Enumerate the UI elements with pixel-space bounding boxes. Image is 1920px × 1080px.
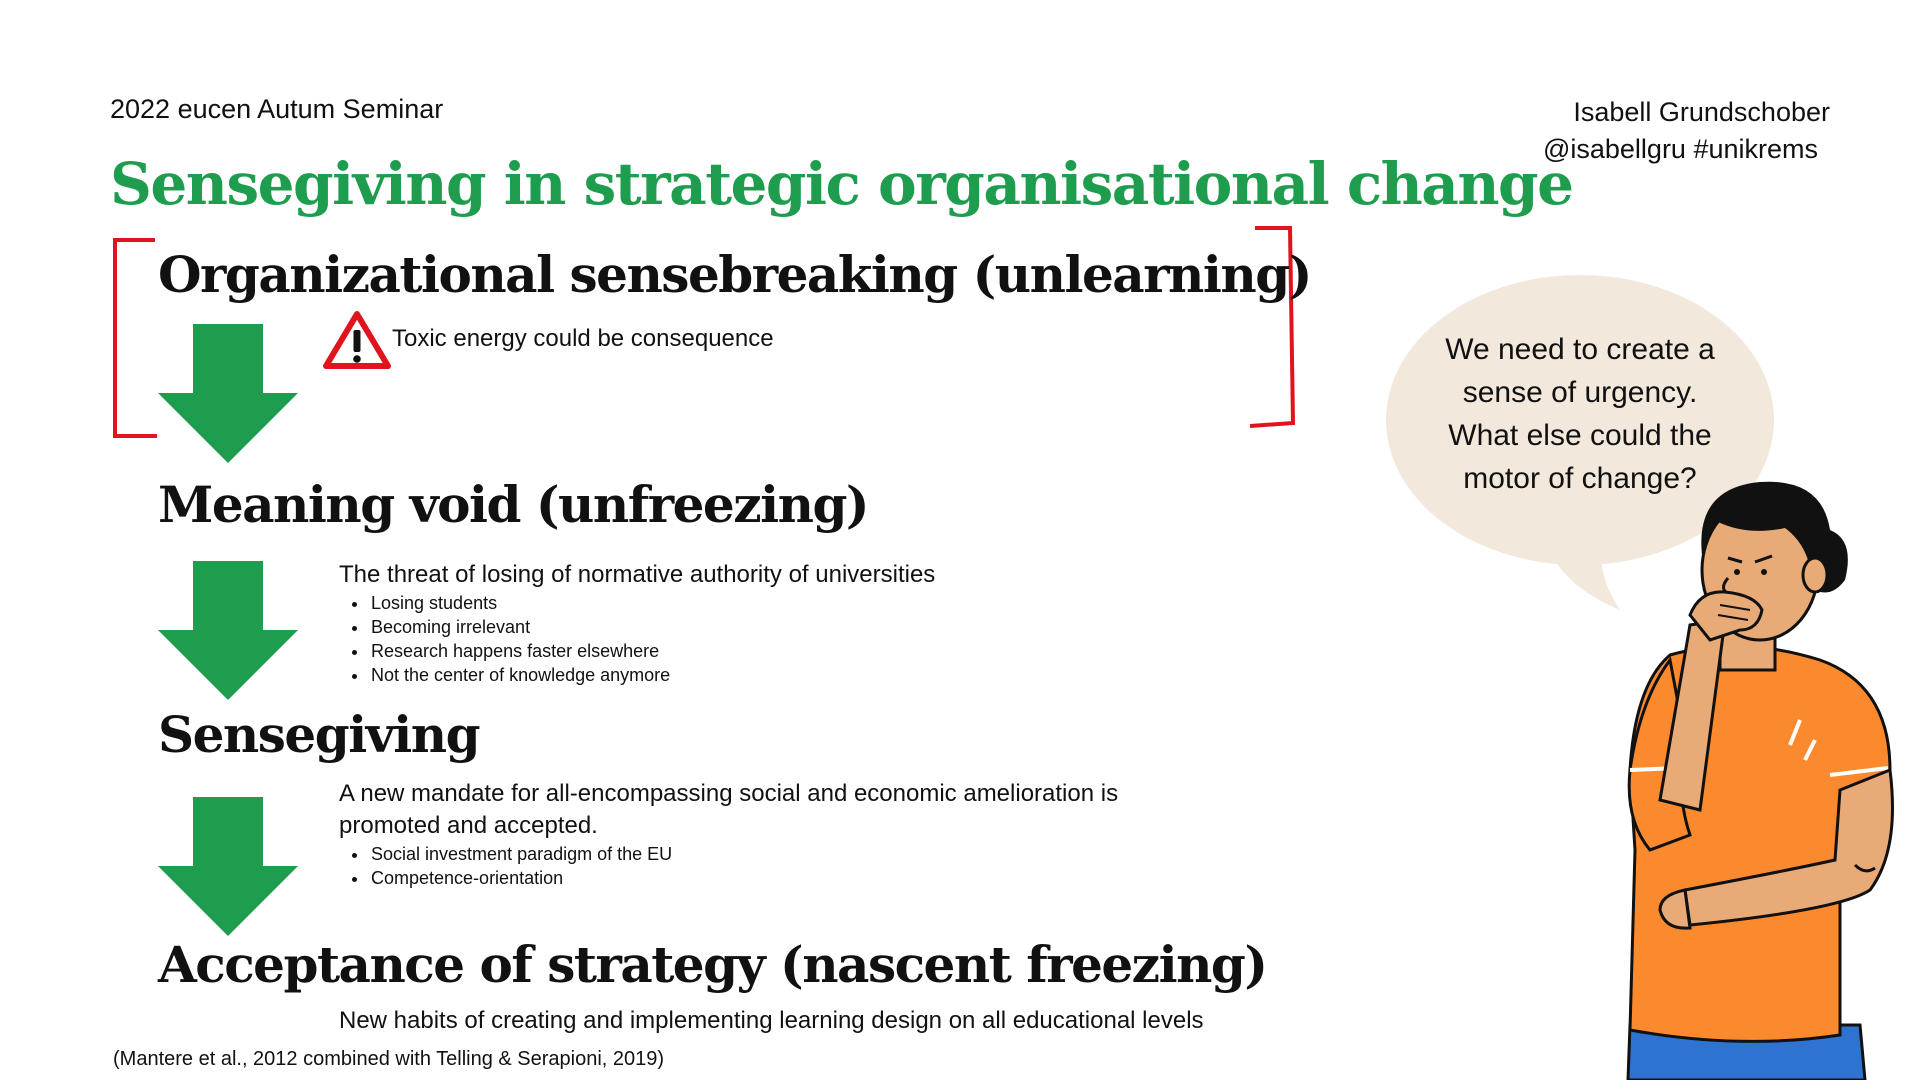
page-title: Sensegiving in strategic organisational change — [110, 150, 1573, 218]
step-heading-sensebreaking: Organizational sensebreaking (unlearning) — [158, 245, 1311, 304]
step-detail-meaning-void — [339, 559, 935, 687]
list-item: • Not the center of knowledge anymore — [369, 663, 935, 687]
event-name: 2022 eucen Autum Seminar — [110, 94, 444, 124]
list-item: • Research happens faster elsewhere — [369, 639, 935, 663]
citation: (Mantere et al., 2012 combined with Telling & Serapioni, 2019) — [113, 1048, 665, 1070]
arrow-down-icon — [158, 561, 298, 701]
warning-icon — [322, 310, 392, 370]
step-description: New habits of creating and implementing learning design on all educational levels — [339, 1007, 1204, 1034]
step-detail-sensegiving — [339, 778, 1199, 890]
author-social: @isabellgru #unikrems — [1542, 134, 1818, 164]
step-description: The threat of losing of normative authority of universities — [339, 561, 936, 588]
bubble-line: motor of change? — [1463, 462, 1697, 495]
step-description: A new mandate for all-encompassing social and economic amelioration is promoted and accepted. — [339, 780, 1119, 839]
arrow-down-icon — [158, 324, 298, 464]
step-heading-sensegiving: Sensegiving — [158, 705, 480, 764]
bullet-list — [339, 842, 1199, 890]
step-heading-meaning-void: Meaning void (unfreezing) — [158, 475, 869, 534]
list-item: • Competence-orientation — [369, 866, 1199, 890]
bullet-list — [339, 591, 935, 687]
bubble-line: We need to create a — [1445, 333, 1715, 366]
list-item: • Losing students — [369, 591, 935, 615]
author-name: Isabell Grundschober — [1573, 97, 1830, 127]
warning-text: Toxic energy could be consequence — [392, 325, 774, 352]
bubble-line: What else could the — [1448, 419, 1712, 452]
list-item: • Social investment paradigm of the EU — [369, 842, 1199, 866]
list-item: • Becoming irrelevant — [369, 615, 935, 639]
bubble-line: sense of urgency. — [1462, 376, 1698, 409]
arrow-down-icon — [158, 797, 298, 937]
thinking-person-illustration — [1590, 470, 1900, 1080]
step-heading-acceptance: Acceptance of strategy (nascent freezing) — [158, 935, 1267, 994]
